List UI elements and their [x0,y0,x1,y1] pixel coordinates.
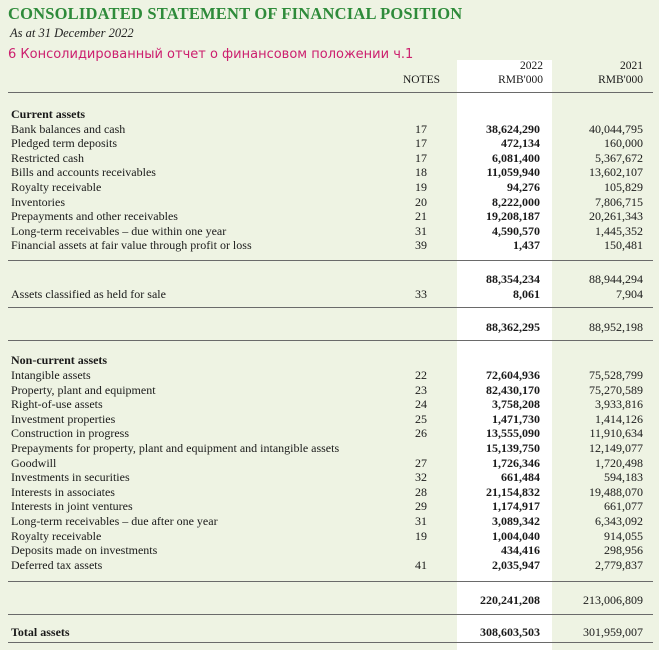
row-value-2021: 12,149,077 [589,441,643,455]
row-note: 20 [415,194,427,209]
table-row [0,514,659,529]
row-label: Royalty receivable [11,180,102,194]
row-value-2021: 19,488,070 [589,484,643,499]
table-row [0,136,659,151]
table-row [0,529,659,544]
row-value-2022: 94,276 [507,180,540,194]
row-value-2022: 19,208,187 [486,209,540,224]
table-row [0,456,659,471]
row-label: Interests in joint ventures [11,499,133,514]
row-value-2022: 434,416 [501,543,540,558]
row-label: Investment properties [11,411,116,426]
row-label: Restricted cash [11,150,84,165]
row-label: Deposits made on investments [11,543,158,558]
table-row [0,441,659,456]
section-divider [8,581,653,582]
row-note: 29 [415,499,427,514]
table-row [0,151,659,166]
row-label: Prepayments and other receivables [11,209,178,224]
row-value-2021: 7,904 [616,286,643,301]
row-note: 17 [415,136,427,151]
header-divider [8,92,653,93]
held-for-sale-row [0,287,659,302]
total-assets-label: Total assets [11,625,70,639]
row-note: 25 [415,411,427,426]
row-note: 31 [415,223,427,238]
row-value-2021: 1,445,352 [595,223,643,238]
row-value-2022: 472,134 [501,136,540,151]
row-note: 19 [415,528,427,543]
row-value-2022: 8,061 [513,286,540,301]
annotation-overlay: 6 Консолидированный отчет о финансовом положении ч.1 [8,47,414,62]
unit-2021-label: RMB'000 [598,74,643,86]
statement-date: As at 31 December 2022 [10,26,134,40]
row-value-2021: 298,956 [604,543,643,558]
section-divider [8,260,653,261]
row-label: Intangible assets [11,368,91,382]
row-value-2022: 15,139,750 [486,441,540,455]
row-value-2021: 75,270,589 [589,382,643,397]
unit-2022-label: RMB'000 [498,74,543,86]
total-assets-row [0,625,659,640]
row-value-2021: 13,602,107 [589,165,643,180]
table-row [0,543,659,558]
row-note: 24 [415,397,427,412]
row-value-2022: 1,471,730 [492,411,540,426]
section-divider [8,340,653,341]
row-note: 41 [415,557,427,572]
row-label: Deferred tax assets [11,557,103,572]
table-row [0,558,659,573]
row-value-2021: 1,414,126 [595,411,643,426]
row-note: 18 [415,165,427,180]
row-label: Bills and accounts receivables [11,165,156,180]
row-value-2022: 72,604,936 [486,368,540,382]
row-note: 19 [415,180,427,194]
year-2021-label: 2021 [620,60,643,72]
row-value-2022: 4,590,570 [492,223,540,238]
row-value-2022: 6,081,400 [492,150,540,165]
row-value-2021: 150,481 [604,238,643,253]
table-row [0,397,659,412]
row-value-2021: 3,933,816 [595,397,643,412]
row-value-2022: 38,624,290 [486,121,540,136]
table-row [0,499,659,514]
row-note: 21 [415,209,427,224]
statement-title: CONSOLIDATED STATEMENT OF FINANCIAL POSITION [8,4,463,23]
row-value-2021: 11,910,634 [589,426,643,441]
row-label: Interests in associates [11,484,115,499]
row-label: Inventories [11,194,65,209]
row-value-2021: 160,000 [604,136,643,151]
total-value-2021: 213,006,809 [583,593,643,607]
row-value-2022: 1,004,040 [492,528,540,543]
table-row [0,224,659,239]
row-value-2021: 661,077 [604,499,643,514]
row-label: Long-term receivables – due after one year [11,514,218,528]
row-value-2021: 6,343,092 [595,514,643,528]
total-underline [8,642,653,643]
non-current-assets-heading: Non-current assets [11,353,108,367]
table-row [0,485,659,500]
row-label: Pledged term deposits [11,136,117,151]
row-note: 17 [415,150,427,165]
row-label: Right-of-use assets [11,397,103,412]
row-value-2022: 1,174,917 [492,499,540,514]
total-value-2021: 88,952,198 [589,320,643,334]
row-value-2022: 21,154,832 [486,484,540,499]
table-row [0,470,659,485]
row-value-2022: 82,430,170 [486,382,540,397]
subtotal-value-2022: 88,354,234 [486,272,540,286]
row-value-2022: 1,437 [513,238,540,253]
total-assets-value-2021: 301,959,007 [583,625,643,639]
row-value-2022: 3,089,342 [492,514,540,528]
year-2022-label: 2022 [520,60,543,72]
non-current-assets-total-row [0,593,659,608]
row-note: 27 [415,455,427,470]
row-value-2021: 914,055 [604,528,643,543]
row-note: 39 [415,238,427,253]
row-label: Assets classified as held for sale [11,286,166,301]
row-label: Investments in securities [11,470,130,485]
row-value-2021: 20,261,343 [589,209,643,224]
table-row [0,165,659,180]
column-header-2022 [457,59,543,87]
table-row [0,209,659,224]
total-value-2022: 88,362,295 [486,320,540,334]
row-value-2021: 75,528,799 [589,368,643,382]
subtotal-row [0,272,659,287]
table-row [0,368,659,383]
row-value-2021: 5,367,672 [595,150,643,165]
total-value-2022: 220,241,208 [480,593,540,607]
table-row [0,195,659,210]
row-label: Bank balances and cash [11,121,126,136]
row-note: 32 [415,470,427,485]
row-value-2022: 3,758,208 [492,397,540,412]
row-note: 26 [415,426,427,441]
section-divider [8,307,653,308]
row-note: 22 [415,368,427,382]
row-value-2021: 1,720,498 [595,455,643,470]
current-assets-heading: Current assets [11,107,86,121]
notes-column-header: NOTES [402,74,440,86]
row-note: 31 [415,514,427,528]
row-value-2021: 594,183 [604,470,643,485]
row-label: Property, plant and equipment [11,382,156,397]
column-header-2021 [553,59,643,87]
row-value-2022: 8,222,000 [492,194,540,209]
row-value-2022: 1,726,346 [492,455,540,470]
row-value-2022: 661,484 [501,470,540,485]
row-value-2022: 13,555,090 [486,426,540,441]
row-note: 33 [415,286,427,301]
row-value-2021: 7,806,715 [595,194,643,209]
table-row [0,426,659,441]
table-row [0,238,659,253]
row-label: Construction in progress [11,426,129,441]
row-note: 17 [415,121,427,136]
table-row [0,122,659,137]
table-row [0,412,659,427]
row-note: 23 [415,382,427,397]
row-label: Financial assets at fair value through profit or loss [11,238,252,253]
row-value-2021: 40,044,795 [589,121,643,136]
row-label: Long-term receivables – due within one year [11,223,227,238]
subtotal-value-2021: 88,944,294 [589,272,643,286]
section-divider [8,614,653,615]
row-label: Royalty receivable [11,528,102,543]
row-value-2022: 2,035,947 [492,557,540,572]
table-row [0,383,659,398]
total-assets-value-2022: 308,603,503 [480,625,540,639]
row-value-2022: 11,059,940 [486,165,540,180]
current-assets-total-row [0,320,659,335]
row-label: Goodwill [11,455,57,470]
row-value-2021: 105,829 [604,180,643,194]
row-note: 28 [415,484,427,499]
table-row [0,180,659,195]
row-label: Prepayments for property, plant and equipment and intangible assets [11,441,340,455]
row-value-2021: 2,779,837 [595,557,643,572]
